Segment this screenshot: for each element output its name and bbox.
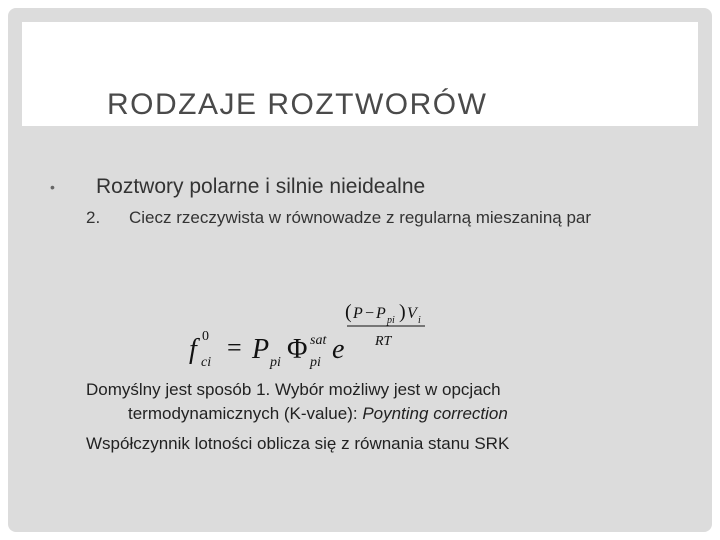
formula-svg [185,288,445,378]
slide-title: RODZAJE ROZTWORÓW [107,88,488,121]
formula-paren-open: ( [345,301,352,323]
formula-equals: = [227,333,242,362]
numbered-text: Ciecz rzeczywista w równowadze z regularną mieszaniną par [129,208,592,227]
formula-den-RT: RT [375,334,392,349]
formula-paren-close: ) [399,301,406,323]
fugacity-formula [185,288,445,378]
paragraph-kvalue [128,404,508,424]
bullet-marker: • [50,179,55,195]
formula-num-P2: P [376,305,386,322]
formula-num-minus: − [365,305,375,322]
formula-num-V: V [407,305,417,322]
formula-sub-pi-2: pi [310,355,321,370]
formula-sup0: 0 [202,329,209,344]
formula-num-sub-pi: pi [387,315,395,326]
formula-f: f [189,334,197,365]
formula-num-P: P [353,305,363,322]
formula-P: P [252,334,270,365]
poynting-correction-text: Poynting correction [362,404,508,423]
formula-num-sub-i: i [418,315,421,326]
formula-sup-sat: sat [310,333,327,348]
paragraph-kvalue-text: termodynamicznych (K-value): [128,404,363,423]
bullet-text: Roztwory polarne i silnie nieidealne [96,175,426,198]
formula-sub-ci: ci [201,355,212,370]
paragraph-default-method: Domyślny jest sposób 1. Wybór możliwy jest w opcjach [86,380,501,399]
paragraph-srk: Współczynnik lotności oblicza się z równania stanu SRK [86,434,510,453]
numbered-marker: 2. [86,208,101,227]
formula-e: e [332,334,345,365]
formula-sub-pi-1: pi [270,355,281,370]
formula-Phi: Φ [287,334,308,365]
